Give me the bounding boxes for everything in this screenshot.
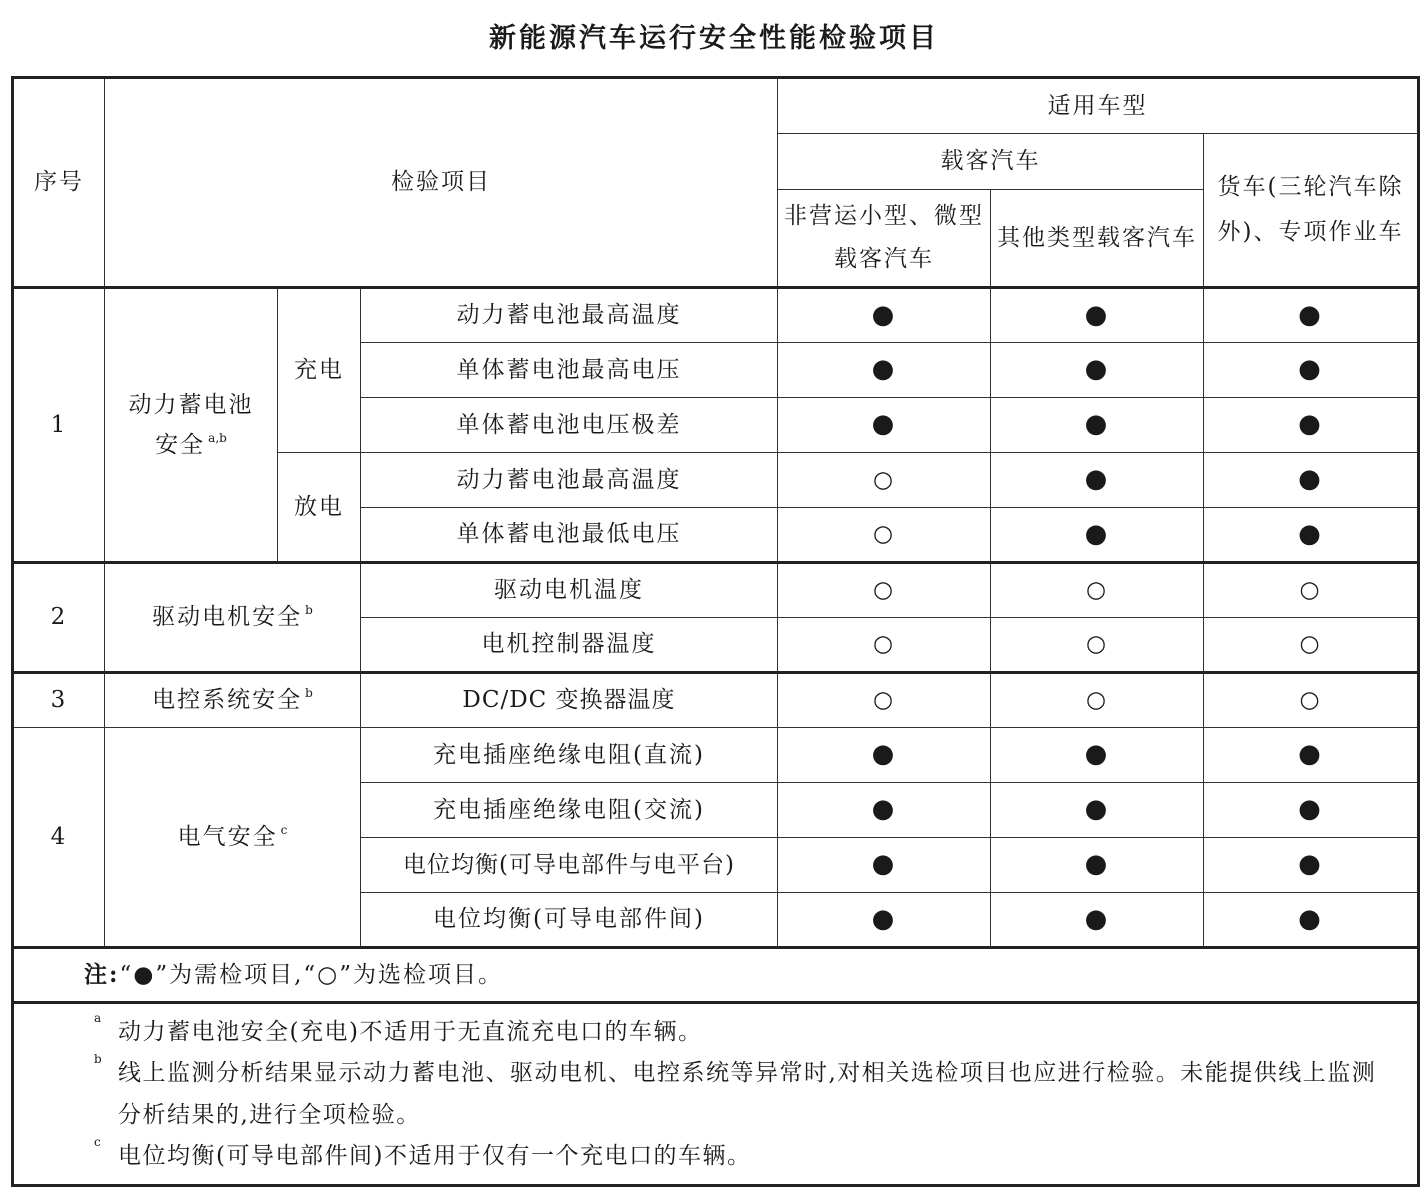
group-name-cell xyxy=(105,563,361,673)
header-item: 检验项目 xyxy=(105,78,778,288)
mark-cell: ○ xyxy=(991,563,1204,618)
item-cell: 单体蓄电池电压极差 xyxy=(361,398,778,453)
mark-cell: ○ xyxy=(778,618,991,673)
item-cell: 单体蓄电池最高电压 xyxy=(361,343,778,398)
item-cell: 充电插座绝缘电阻(交流) xyxy=(361,783,778,838)
mark-cell: ● xyxy=(991,728,1204,783)
mark-cell: ● xyxy=(1204,398,1419,453)
footnotes-row xyxy=(13,1003,1419,1186)
mark-cell: ● xyxy=(991,398,1204,453)
footnote-ref: a,b xyxy=(208,431,227,445)
mark-cell: ○ xyxy=(778,673,991,728)
mark-cell: ● xyxy=(991,288,1204,343)
mark-cell: ● xyxy=(991,893,1204,948)
mark-cell: ● xyxy=(991,453,1204,508)
note-row xyxy=(13,948,1419,1003)
group-name: 电气安全 xyxy=(177,823,278,850)
mark-cell: ● xyxy=(1204,783,1419,838)
mark-cell: ○ xyxy=(1204,618,1419,673)
table-row xyxy=(13,288,1419,343)
footnote-c xyxy=(86,1136,1393,1177)
footnote-mark: b xyxy=(94,1052,104,1067)
group-name: 动力蓄电池安全 xyxy=(128,391,254,458)
seq-cell: 4 xyxy=(13,728,105,948)
mark-cell: ● xyxy=(1204,453,1419,508)
mark-cell: ○ xyxy=(991,673,1204,728)
header-other-passenger: 其他类型载客汽车 xyxy=(991,190,1204,288)
item-cell: 动力蓄电池最高温度 xyxy=(361,288,778,343)
group-name-cell xyxy=(105,673,361,728)
item-cell: 电位均衡(可导电部件与电平台) xyxy=(361,838,778,893)
header-truck: 货车(三轮汽车除外)、专项作业车 xyxy=(1204,134,1419,288)
note-text: “●”为需检项目,“○”为选检项目。 xyxy=(119,961,503,988)
inspection-table-wrapper xyxy=(11,76,1417,1187)
mark-cell: ● xyxy=(778,893,991,948)
footnote-mark: a xyxy=(94,1011,103,1025)
item-cell: 充电插座绝缘电阻(直流) xyxy=(361,728,778,783)
table-row xyxy=(13,563,1419,618)
mark-cell: ● xyxy=(778,783,991,838)
item-cell: 电位均衡(可导电部件间) xyxy=(361,893,778,948)
mark-cell: ● xyxy=(1204,838,1419,893)
header-passenger: 载客汽车 xyxy=(778,134,1204,190)
header-applicable: 适用车型 xyxy=(778,78,1419,134)
mark-cell: ○ xyxy=(991,618,1204,673)
item-cell: 动力蓄电池最高温度 xyxy=(361,453,778,508)
mark-cell: ● xyxy=(1204,288,1419,343)
subgroup-discharge: 放电 xyxy=(278,453,361,563)
group-name-cell xyxy=(105,728,361,948)
footnote-b xyxy=(86,1053,1393,1136)
footnote-ref: b xyxy=(305,686,313,701)
group-name-cell xyxy=(105,288,278,563)
mark-cell: ● xyxy=(778,398,991,453)
mark-cell: ● xyxy=(991,838,1204,893)
footnotes-cell xyxy=(13,1003,1419,1186)
item-cell: 单体蓄电池最低电压 xyxy=(361,508,778,563)
mark-cell: ○ xyxy=(778,453,991,508)
mark-cell: ● xyxy=(991,508,1204,563)
mark-cell: ● xyxy=(1204,728,1419,783)
mark-cell: ○ xyxy=(1204,563,1419,618)
footnote-ref: c xyxy=(280,822,288,837)
seq-cell: 3 xyxy=(13,673,105,728)
footnote-ref: b xyxy=(305,603,313,618)
mark-cell: ● xyxy=(778,838,991,893)
mark-cell: ○ xyxy=(778,508,991,563)
mark-cell: ● xyxy=(1204,893,1419,948)
footnote-a xyxy=(86,1012,1393,1053)
footnote-text: 动力蓄电池安全(充电)不适用于无直流充电口的车辆。 xyxy=(118,1019,703,1045)
item-cell: DC/DC 变换器温度 xyxy=(361,673,778,728)
mark-cell: ● xyxy=(778,288,991,343)
mark-cell: ● xyxy=(1204,343,1419,398)
mark-cell: ● xyxy=(991,343,1204,398)
mark-cell: ● xyxy=(1204,508,1419,563)
note-prefix: 注: xyxy=(84,960,120,988)
seq-cell: 2 xyxy=(13,563,105,673)
group-name: 电控系统安全 xyxy=(152,687,303,714)
footnote-text: 电位均衡(可导电部件间)不适用于仅有一个充电口的车辆。 xyxy=(118,1143,752,1170)
inspection-table xyxy=(11,76,1420,1187)
mark-cell: ● xyxy=(778,343,991,398)
table-title: 新能源汽车运行安全性能检验项目 xyxy=(489,23,939,54)
table-row xyxy=(13,673,1419,728)
mark-cell: ○ xyxy=(1204,673,1419,728)
item-cell: 驱动电机温度 xyxy=(361,563,778,618)
seq-cell: 1 xyxy=(13,288,105,563)
mark-cell: ● xyxy=(991,783,1204,838)
table-row xyxy=(13,728,1419,783)
item-cell: 电机控制器温度 xyxy=(361,618,778,673)
header-non-commercial: 非营运小型、微型载客汽车 xyxy=(778,190,991,288)
mark-cell: ○ xyxy=(778,563,991,618)
header-seq: 序号 xyxy=(13,78,105,288)
mark-cell: ● xyxy=(778,728,991,783)
subgroup-charge: 充电 xyxy=(278,288,361,453)
footnote-mark: c xyxy=(94,1135,103,1150)
footnote-text: 线上监测分析结果显示动力蓄电池、驱动电机、电控系统等异常时,对相关选检项目也应进行检验。未能提供线上监测分析结果的,进行全项检验。 xyxy=(118,1060,1377,1128)
group-name: 驱动电机安全 xyxy=(152,604,303,631)
note-cell xyxy=(13,948,1419,1003)
